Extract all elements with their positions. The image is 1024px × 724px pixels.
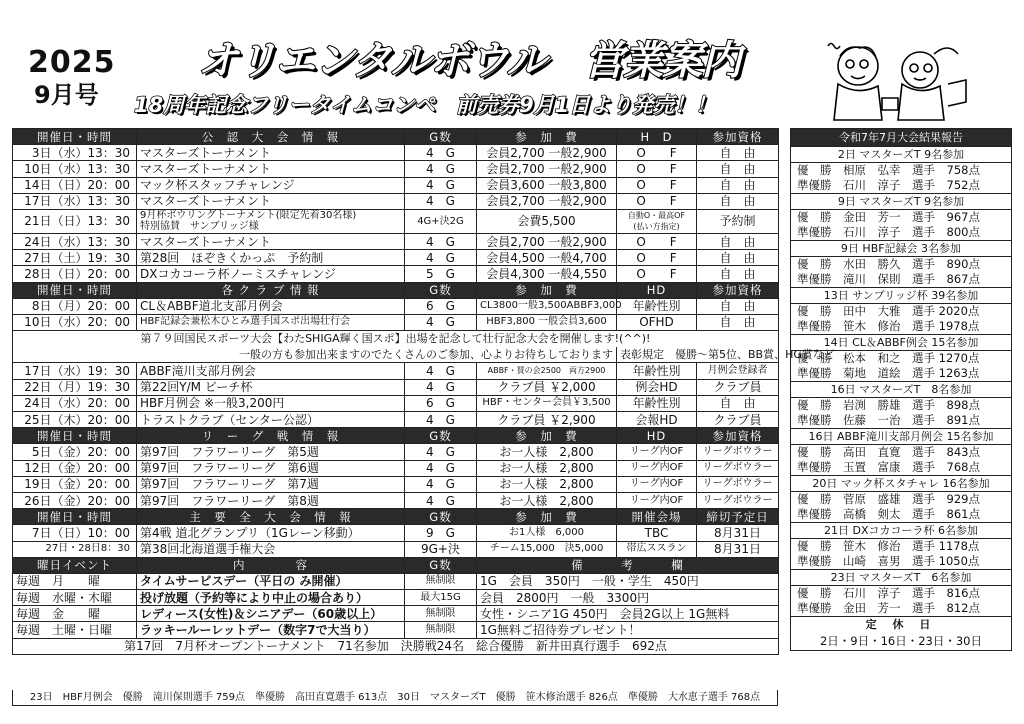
hd-cell: OFHD [617, 314, 697, 330]
results-panel [790, 128, 1012, 651]
eligibility-cell: 自 由 [697, 193, 779, 209]
fee-cell: 会員3,600 一般3,800 [477, 177, 617, 193]
fee-cell: HBF3,800 一般会員3,600 [477, 314, 617, 330]
fee-cell: HBF・センター会員￥3,500 [477, 395, 617, 411]
date-cell: 22日（月）19：30 [13, 379, 137, 395]
page-title: オリエンタルボウル 営業案内 [198, 38, 741, 84]
fee-cell: ABBF・賛の会2500 両方2900 [477, 363, 617, 379]
event-name-cell: マスターズトーナメント [137, 233, 405, 249]
result-block [791, 475, 1011, 522]
eligibility-cell: 自 由 [697, 314, 779, 330]
table-row [13, 145, 779, 161]
games-cell: 4 G [405, 161, 477, 177]
result-runner-up: 準優勝 高橋 剣太 選手 861点 [797, 507, 980, 521]
remarks-cell: 女性・シニア1G 450円 会員2G以上 1G無料 [477, 606, 779, 622]
result-event: 21日 DXコカコーラ杯 6名参加 [791, 523, 1011, 539]
event-name-cell: マスターズトーナメント [137, 161, 405, 177]
header-cell: 開催日・時間 [13, 282, 137, 298]
table-row [13, 492, 779, 508]
event-name-cell: 第97回 フラワーリーグ 第6週 [137, 460, 405, 476]
issue-month: 9月号 [34, 81, 99, 109]
games-cell: 4 G [405, 444, 477, 460]
result-runner-up: 準優勝 滝川 保則 選手 867点 [797, 272, 980, 286]
date-cell: 7日（日）10：00 [13, 525, 137, 541]
weekday-cell: 毎週 土曜・日曜 [13, 622, 137, 638]
result-event: 13日 サンブリッジ杯 39名参加 [791, 288, 1011, 304]
header-cell: 開催日・時間 [13, 428, 137, 444]
fee-cell: チーム15,000 決5,000 [477, 541, 617, 557]
result-winner: 優 勝 水田 勝久 選手 890点 [797, 257, 980, 271]
eligibility-cell: 自 由 [697, 250, 779, 266]
date-cell: 17日（水）13：30 [13, 193, 137, 209]
result-runner-up: 準優勝 佐藤 一治 選手 891点 [797, 413, 980, 427]
games-cell: 4 G [405, 193, 477, 209]
result-winner: 優 勝 相原 弘幸 選手 758点 [797, 163, 980, 177]
table-row [13, 233, 779, 249]
result-block [791, 569, 1011, 616]
fee-cell: お一人様 2,800 [477, 492, 617, 508]
games-cell: 4 G [405, 412, 477, 428]
table-row [13, 209, 779, 233]
header-cell: HD [617, 282, 697, 298]
event-name-cell: レディース(女性)＆シニアデー（60歳以上） [137, 606, 405, 622]
holiday-block [791, 616, 1011, 650]
open-tournament-row [13, 638, 779, 654]
page-header [0, 0, 1024, 128]
result-block [791, 240, 1011, 287]
fee-cell: 会員2,700 一般2,900 [477, 145, 617, 161]
fee-cell: お1人様 6,000 [477, 525, 617, 541]
fee-cell: 会員4,500 一般4,700 [477, 250, 617, 266]
result-block [791, 146, 1011, 193]
fee-cell: クラブ員 ￥2,000 [477, 379, 617, 395]
hd-cell: 年齢性別 [617, 395, 697, 411]
result-winner: 優 勝 金田 芳一 選手 967点 [797, 210, 980, 224]
header-cell: G数 [405, 557, 477, 573]
holiday-label: 定 休 日 [865, 618, 937, 631]
fee-cell: お一人様 2,800 [477, 444, 617, 460]
date-cell: 25日（木）20：00 [13, 412, 137, 428]
hd-cell: 年齢性別 [617, 363, 697, 379]
eligibility-cell: 自 由 [697, 145, 779, 161]
result-runner-up: 準優勝 玉置 富康 選手 768点 [797, 460, 980, 474]
date-cell: 5日（金）20：00 [13, 444, 137, 460]
date-cell: 10日（水）13：30 [13, 161, 137, 177]
event-name-cell: 第97回 フラワーリーグ 第8週 [137, 492, 405, 508]
notice-row [13, 347, 779, 363]
table-row [13, 476, 779, 492]
games-cell: 最大15G [405, 590, 477, 606]
result-runner-up: 準優勝 菊地 道絵 選手 1263点 [797, 366, 980, 380]
results-title: 令和7年7月大会結果報告 [791, 129, 1011, 146]
eligibility-cell: 予約制 [697, 209, 779, 233]
result-event: 16日 ABBF滝川支部月例会 15名参加 [791, 429, 1011, 445]
date-cell: 12日（金）20：00 [13, 460, 137, 476]
hd-cell: 年齢性別 [617, 298, 697, 314]
result-block [791, 428, 1011, 475]
result-runner-up: 準優勝 金田 芳一 選手 812点 [797, 601, 980, 615]
hd-cell: O F [617, 177, 697, 193]
hd-cell: リーグ内OF [617, 460, 697, 476]
holiday-dates: 2日・9日・16日・23日・30日 [819, 634, 983, 648]
deadline-cell: 8月31日 [697, 541, 779, 557]
result-runner-up: 準優勝 笹木 修治 選手 1978点 [797, 319, 980, 333]
table-row [13, 314, 779, 330]
table-row [13, 161, 779, 177]
remarks-cell: 1G無料ご招待券プレゼント！ [477, 622, 779, 638]
header-cell: 曜日イベント [13, 557, 137, 573]
table-row [13, 525, 779, 541]
fee-cell: お一人様 2,800 [477, 460, 617, 476]
date-cell: 24日（水）13：30 [13, 233, 137, 249]
games-cell: 4 G [405, 460, 477, 476]
header-cell: 内 容 [137, 557, 405, 573]
result-block [791, 334, 1011, 381]
bowlers-illustration-icon [798, 40, 978, 122]
games-cell: 4 G [405, 314, 477, 330]
header-cell: 参加資格 [697, 428, 779, 444]
games-cell: 4 G [405, 250, 477, 266]
fee-cell: 会費5,500 [477, 209, 617, 233]
hd-cell: リーグ内OF [617, 492, 697, 508]
date-cell: 8日（月）20：00 [13, 298, 137, 314]
remarks-cell: 1G 会員 350円 一般・学生 450円 [477, 573, 779, 589]
date-cell: 3日（水）13：30 [13, 145, 137, 161]
fee-cell: 会員2,700 一般2,900 [477, 233, 617, 249]
event-name-cell: ラッキールーレットデー（数字7で大当り） [137, 622, 405, 638]
result-event: 2日 マスターズT 9名参加 [791, 147, 1011, 163]
event-name-cell: マスターズトーナメント [137, 145, 405, 161]
result-block [791, 193, 1011, 240]
hd-cell: O F [617, 145, 697, 161]
table-row [13, 460, 779, 476]
header-cell: 参 加 費 [477, 428, 617, 444]
result-event: 16日 マスターズT 8名参加 [791, 382, 1011, 398]
club-header-row [13, 282, 779, 298]
fee-cell: CL3800一般3,500ABBF3,000 [477, 298, 617, 314]
result-block [791, 522, 1011, 569]
games-cell: 9 G [405, 525, 477, 541]
date-cell: 28日（日）20：00 [13, 266, 137, 282]
result-event: 20日 マック杯スタチャレ 16名参加 [791, 476, 1011, 492]
games-cell: 4 G [405, 492, 477, 508]
fee-cell: クラブ員 ￥2,900 [477, 412, 617, 428]
games-cell: 6 G [405, 298, 477, 314]
result-winner: 優 勝 岩渕 勝雄 選手 898点 [797, 398, 980, 412]
header-cell: 主 要 全 大 会 情 報 [137, 509, 405, 525]
date-cell: 19日（金）20：00 [13, 476, 137, 492]
result-winner: 優 勝 高田 直寛 選手 843点 [797, 445, 980, 459]
header-cell: 備 考 欄 [477, 557, 779, 573]
result-block [791, 381, 1011, 428]
table-row [13, 573, 779, 589]
event-name-cell: 第97回 フラワーリーグ 第5週 [137, 444, 405, 460]
open-tournament-result: 第17回 7月杯オープントーナメント 71名参加 決勝戦24名 総合優勝 新井田真行選手 692点 [13, 638, 779, 654]
header-cell: H D [617, 129, 697, 145]
header-cell: G数 [405, 282, 477, 298]
header-cell: G数 [405, 428, 477, 444]
games-cell: 6 G [405, 395, 477, 411]
table-row [13, 177, 779, 193]
table-row [13, 606, 779, 622]
date-cell: 27日（土）19：30 [13, 250, 137, 266]
table-row [13, 266, 779, 282]
result-winner: 優 勝 菅原 盛雄 選手 929点 [797, 492, 980, 506]
header-cell: G数 [405, 509, 477, 525]
table-row [13, 541, 779, 557]
games-cell: 5 G [405, 266, 477, 282]
games-cell: 4 G [405, 363, 477, 379]
event-name-cell: タイムサービスデー（平日の み開催） [137, 573, 405, 589]
result-winner: 優 勝 笹木 修治 選手 1178点 [797, 539, 980, 553]
date-cell: 26日（金）20：00 [13, 492, 137, 508]
games-cell: 無制限 [405, 622, 477, 638]
date-cell: 10日（水）20：00 [13, 314, 137, 330]
result-block [791, 287, 1011, 334]
date-cell: 21日（日）13：30 [13, 209, 137, 233]
games-cell: 4 G [405, 476, 477, 492]
event-name-cell: 第4戦 道北グランプリ（1Gレーン移動） [137, 525, 405, 541]
table-row [13, 395, 779, 411]
date-cell: 14日（日）20：00 [13, 177, 137, 193]
table-row [13, 379, 779, 395]
eligibility-cell: クラブ員 [697, 379, 779, 395]
header-cell: リ ー グ 戦 情 報 [137, 428, 405, 444]
table-row [13, 622, 779, 638]
eligibility-cell: 自 由 [697, 266, 779, 282]
table-row [13, 250, 779, 266]
result-event: 14日 CL＆ABBF例会 15名参加 [791, 335, 1011, 351]
eligibility-cell: 自 由 [697, 395, 779, 411]
hd-cell: O F [617, 161, 697, 177]
hd-cell: リーグ内OF [617, 476, 697, 492]
games-cell: 9G+決 [405, 541, 477, 557]
games-cell: 4 G [405, 177, 477, 193]
event-name-cell: マスターズトーナメント [137, 193, 405, 209]
games-cell: 4 G [405, 233, 477, 249]
eligibility-cell: リーグボウラー [697, 444, 779, 460]
eligibility-cell: リーグボウラー [697, 476, 779, 492]
event-name-cell: 投げ放題（予約等により中止の場合あり） [137, 590, 405, 606]
games-cell: 無制限 [405, 573, 477, 589]
weekday-cell: 毎週 月 曜 [13, 573, 137, 589]
event-name-cell: 第38回北海道選手権大会 [137, 541, 405, 557]
eligibility-cell: 月例会登録者 [697, 363, 779, 379]
header-cell: 開催日・時間 [13, 129, 137, 145]
result-event: 9日 マスターズT 9名参加 [791, 194, 1011, 210]
result-runner-up: 準優勝 山崎 喜男 選手 1050点 [797, 554, 980, 568]
table-row [13, 444, 779, 460]
bottom-results: 23日 HBF月例会 優勝 滝川保則選手 759点 準優勝 高田直寛選手 613点 30日 マスターズT 優勝 笹木修治選手 826点 準優勝 大水恵子選手 768点 [12, 690, 778, 706]
event-name-cell: CL＆ABBF道北支部月例会 [137, 298, 405, 314]
eligibility-cell: 自 由 [697, 177, 779, 193]
official-header-row [13, 129, 779, 145]
table-row [13, 412, 779, 428]
date-cell: 17日（水）19：30 [13, 363, 137, 379]
games-cell: 無制限 [405, 606, 477, 622]
result-winner: 優 勝 石川 淳子 選手 816点 [797, 586, 980, 600]
header-cell: 開催日・時間 [13, 509, 137, 525]
schedule-table [12, 128, 835, 655]
eligibility-cell: クラブ員 [697, 412, 779, 428]
table-row [13, 298, 779, 314]
result-winner: 優 勝 田中 大雅 選手 2020点 [797, 304, 980, 318]
event-name-cell: HBF記録会兼松木ひとみ選手国スポ出場壮行会 [137, 314, 405, 330]
notice-text: 一般の方も参加出来ますのでたくさんのご参加、心よりお待ちしております [13, 347, 617, 363]
deadline-cell: 8月31日 [697, 525, 779, 541]
table-row [13, 590, 779, 606]
eligibility-cell: 自 由 [697, 298, 779, 314]
header-cell: 各 ク ラ ブ 情 報 [137, 282, 405, 298]
hd-cell: 自動O・最高OF (払い方指定) [617, 209, 697, 233]
event-name-cell: 第28回 ほぞきくかっぷ 予約制 [137, 250, 405, 266]
hd-cell: O F [617, 193, 697, 209]
eligibility-cell: 自 由 [697, 233, 779, 249]
notice-text: 第７９回国民スポーツ大会【わたSHIGA輝く国スポ】出場を記念して壮行記念大会を開催します!(^^)! [13, 331, 779, 347]
hd-cell: O F [617, 233, 697, 249]
table-row [13, 363, 779, 379]
page-subtitle: 18周年記念フリータイムコンペ 前売券9月1日より発売！！ [134, 93, 717, 117]
games-cell: 4 G [405, 379, 477, 395]
fee-cell: 会員2,700 一般2,900 [477, 161, 617, 177]
event-name-cell: ABBF滝川支部月例会 [137, 363, 405, 379]
result-runner-up: 準優勝 石川 淳子 選手 800点 [797, 225, 980, 239]
header-cell: 開催会場 [617, 509, 697, 525]
header-cell: 締切予定日 [697, 509, 779, 525]
date-cell: 27日・28日8：30 [13, 541, 137, 557]
event-name-cell: 第97回 フラワーリーグ 第7週 [137, 476, 405, 492]
event-name-cell: 9月杯ボウリングトーナメント(限定先着30名様) 特別協賛 サンブリッジ様 [137, 209, 405, 233]
event-name-cell: マック杯スタッフチャレンジ [137, 177, 405, 193]
fee-cell: お一人様 2,800 [477, 476, 617, 492]
result-event: 23日 マスターズT 6名参加 [791, 570, 1011, 586]
header-cell: 参加資格 [697, 282, 779, 298]
eligibility-cell: リーグボウラー [697, 460, 779, 476]
header-cell: 参 加 費 [477, 282, 617, 298]
header-cell: 参加資格 [697, 129, 779, 145]
hd-cell: 例会HD [617, 379, 697, 395]
fee-cell: 会員2,700 一般2,900 [477, 193, 617, 209]
header-cell: HD [617, 428, 697, 444]
weekday-cell: 毎週 水曜・木曜 [13, 590, 137, 606]
event-name-cell: 第22回Y/M ビーチ杯 [137, 379, 405, 395]
issue-year: 2025 [28, 45, 116, 80]
hd-cell: 会報HD [617, 412, 697, 428]
result-runner-up: 準優勝 石川 淳子 選手 752点 [797, 178, 980, 192]
result-event: 9日 HBF記録会 3名参加 [791, 241, 1011, 257]
games-cell: 4 G [405, 145, 477, 161]
event-name-cell: DXコカコーラ杯ノーミスチャレンジ [137, 266, 405, 282]
event-name-cell: トラストクラブ（センター公認） [137, 412, 405, 428]
header-cell: 参 加 費 [477, 129, 617, 145]
fee-cell: 会員4,300 一般4,550 [477, 266, 617, 282]
hd-cell: リーグ内OF [617, 444, 697, 460]
notice-row [13, 331, 779, 347]
hd-cell: O F [617, 250, 697, 266]
event-name-cell: HBF月例会 ※一般3,200円 [137, 395, 405, 411]
eligibility-cell: 自 由 [697, 161, 779, 177]
remarks-cell: 会員 2800円 一般 3300円 [477, 590, 779, 606]
date-cell: 24日（水）20：00 [13, 395, 137, 411]
venue-cell: 帯広ススラン [617, 541, 697, 557]
eligibility-cell: リーグボウラー [697, 492, 779, 508]
games-cell: 4G+決2G [405, 209, 477, 233]
header-cell: 公 認 大 会 情 報 [137, 129, 405, 145]
league-header-row [13, 428, 779, 444]
table-row [13, 193, 779, 209]
header-cell: G数 [405, 129, 477, 145]
venue-cell: TBC [617, 525, 697, 541]
major-header-row [13, 509, 779, 525]
weekday-cell: 毎週 金 曜 [13, 606, 137, 622]
result-winner: 優 勝 松本 和之 選手 1270点 [797, 351, 980, 365]
notice-text: 表彰規定 優勝～第5位、BB賞、HG賞など [617, 347, 779, 363]
hd-cell: O F [617, 266, 697, 282]
header-cell: 参 加 費 [477, 509, 617, 525]
event-header-row [13, 557, 779, 573]
